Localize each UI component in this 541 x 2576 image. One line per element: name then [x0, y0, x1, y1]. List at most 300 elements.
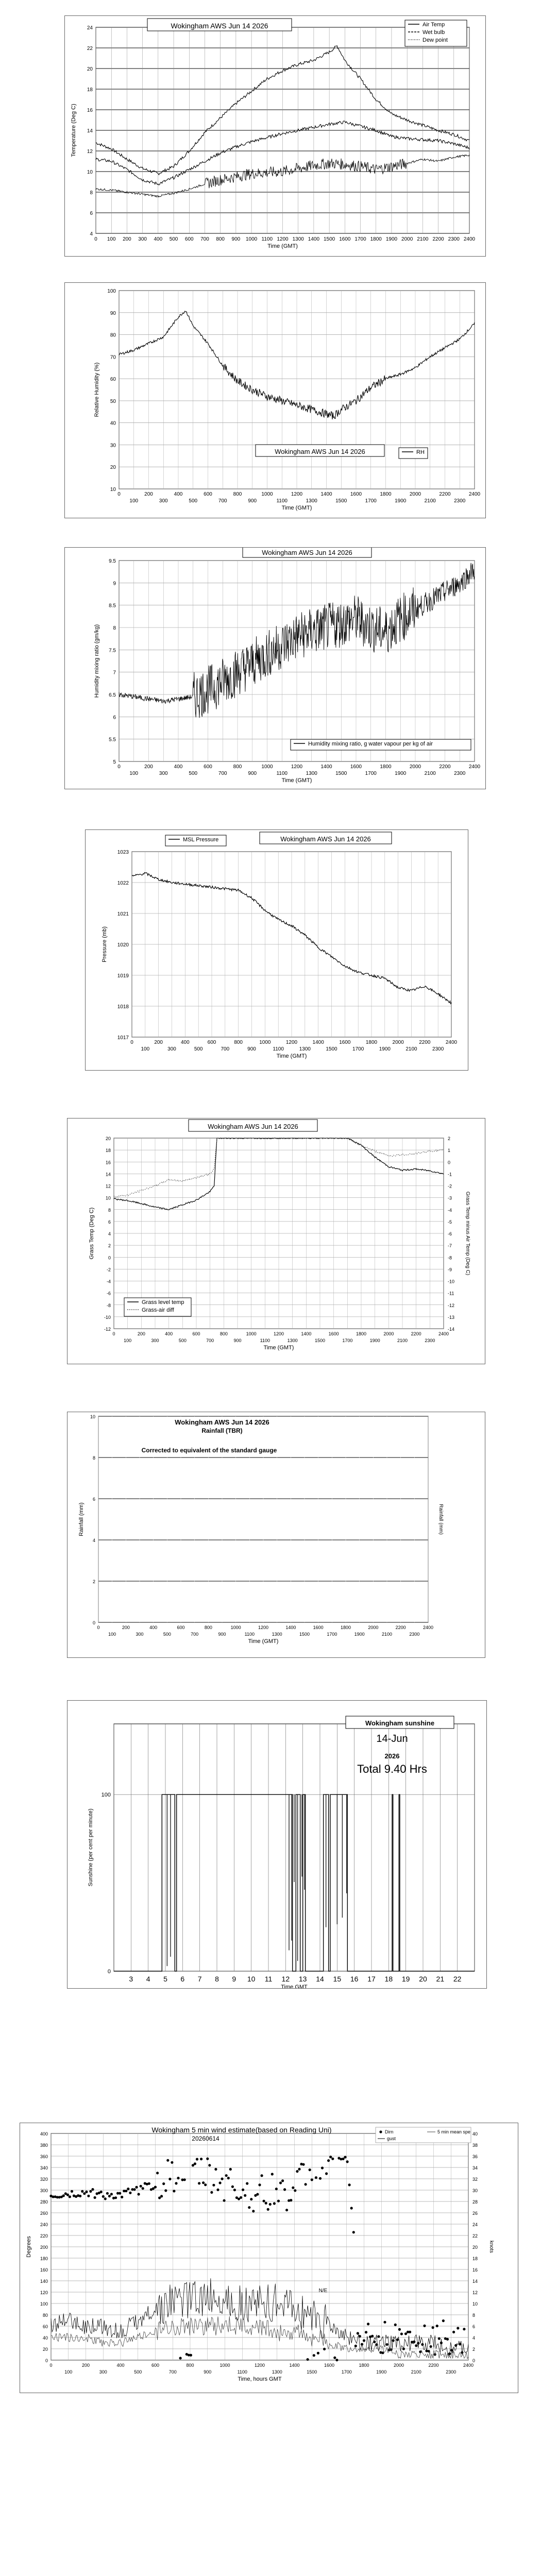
x-tick-label: 500	[189, 771, 198, 776]
dirn-point	[323, 2348, 326, 2350]
x-tick-label: 600	[177, 1625, 185, 1630]
x-tick-label: 600	[151, 2363, 160, 2368]
x-tick-label: 1400	[289, 2363, 300, 2368]
y2-tick-label: -6	[448, 1231, 452, 1236]
dirn-point	[325, 2172, 328, 2175]
chart-panel-temperature	[64, 15, 486, 257]
x-tick-label: 1800	[340, 1625, 351, 1630]
dirn-point	[208, 2164, 211, 2166]
x-tick-label: 1100	[276, 771, 288, 776]
dirn-point	[127, 2188, 129, 2190]
dirn-point	[348, 2183, 351, 2186]
y2-tick-label: 2	[448, 1136, 451, 1141]
dirn-point	[242, 2189, 244, 2191]
y-tick-label: -6	[106, 1291, 111, 1296]
x-tick-label: 900	[248, 771, 257, 776]
x-tick-label: 1100	[237, 2369, 247, 2375]
dirn-point	[346, 2160, 349, 2163]
x-tick-label: 2400	[463, 236, 476, 242]
dirn-point	[160, 2195, 163, 2197]
x-tick-label: 500	[134, 2369, 142, 2375]
x-tick-label: 10	[247, 1975, 256, 1983]
y-tick-label: 20	[87, 66, 93, 72]
x-tick-label: 1900	[395, 498, 407, 504]
y2-tick-label: 30	[472, 2188, 478, 2193]
x-tick-label: 100	[141, 1046, 150, 1052]
y-tick-label: 5	[113, 759, 116, 765]
dirn-point	[404, 2332, 407, 2335]
x-tick-label: 2300	[448, 236, 460, 242]
dirn-point	[452, 2331, 455, 2333]
x-tick-label: 1500	[307, 2369, 317, 2375]
x-tick-label: 2100	[381, 1632, 393, 1637]
dirn-point	[104, 2197, 107, 2200]
legend-label: Dew point	[422, 37, 448, 43]
y2-axis-label: knots	[488, 2241, 494, 2253]
chart-sunshine-svg	[67, 1701, 486, 1988]
x-axis-label: Time GMT	[281, 1984, 308, 1988]
dirn-point	[183, 2178, 186, 2181]
dirn-point	[66, 2194, 69, 2196]
dirn-point	[329, 2156, 332, 2158]
x-tick-label: 5	[163, 1975, 167, 1983]
y-tick-label: 380	[40, 2143, 48, 2148]
y-tick-label: 1020	[117, 942, 129, 948]
x-tick-label: 1700	[354, 236, 366, 242]
y2-tick-label: 22	[472, 2233, 478, 2239]
x-tick-label: 1200	[258, 1625, 269, 1630]
dirn-point	[305, 2183, 307, 2185]
y2-tick-label: 20	[472, 2245, 478, 2250]
chart-year-label: 2026	[384, 1752, 400, 1760]
dirn-point	[140, 2185, 142, 2188]
legend-label: RH	[416, 449, 425, 455]
x-tick-label: 1000	[261, 492, 273, 497]
dirn-point	[204, 2183, 207, 2186]
y-tick-label: 80	[42, 2313, 48, 2318]
dirn-point	[200, 2158, 202, 2160]
y2-tick-label: 0	[472, 2358, 476, 2363]
x-tick-label: 500	[169, 236, 178, 242]
x-tick-label: 19	[401, 1975, 410, 1983]
x-tick-label: 700	[168, 2369, 177, 2375]
dirn-point	[319, 2177, 322, 2180]
dirn-point	[394, 2324, 397, 2326]
x-tick-label: 500	[178, 1338, 187, 1343]
dirn-point	[283, 2188, 286, 2191]
y-tick-label: 100	[40, 2301, 48, 2307]
x-tick-label: 1300	[292, 236, 304, 242]
y-tick-label: 40	[42, 2335, 48, 2341]
y-tick-label: 1022	[117, 880, 129, 886]
dirn-point	[400, 2333, 403, 2335]
dirn-point	[223, 2199, 226, 2202]
chart-title: Wokingham 5 min wind estimate(based on Reading Uni)	[151, 2126, 332, 2134]
dirn-point	[240, 2196, 242, 2199]
x-tick-label: 2000	[409, 492, 421, 497]
y-tick-label: 160	[40, 2267, 48, 2273]
x-tick-label: 500	[194, 1046, 203, 1052]
x-tick-label: 16	[350, 1975, 359, 1983]
x-tick-label: 900	[204, 2369, 212, 2375]
y-axis-label: Rainfall (mm)	[78, 1502, 84, 1536]
y2-tick-label: 14	[472, 2279, 478, 2284]
chart-temperature-svg	[65, 16, 485, 256]
x-tick-label: 500	[189, 498, 198, 504]
x-tick-label: 6	[180, 1975, 185, 1983]
x-tick-label: 2200	[395, 1625, 406, 1630]
chart-title: Wokingham AWS Jun 14 2026	[175, 1418, 269, 1426]
y2-tick-label: -11	[448, 1291, 454, 1296]
dirn-point	[125, 2190, 127, 2192]
y2-axis-label: Rainfall (mm)	[438, 1504, 444, 1535]
y-tick-label: 4	[108, 1231, 111, 1236]
dirn-point	[206, 2158, 209, 2160]
x-tick-label: 1800	[380, 492, 392, 497]
y2-axis-label: Grass Temp minus Air Temp (Deg C)	[465, 1191, 470, 1276]
x-tick-label: 1100	[276, 498, 288, 504]
x-tick-label: 1800	[370, 236, 382, 242]
x-tick-label: 1200	[285, 1040, 298, 1045]
x-tick-label: 2000	[383, 1331, 394, 1336]
dirn-point	[216, 2189, 219, 2191]
y2-tick-label: 40	[472, 2131, 478, 2137]
dirn-point	[83, 2192, 86, 2195]
y-tick-label: 8	[92, 1455, 95, 1461]
dirn-point	[309, 2168, 311, 2171]
x-tick-label: 1600	[350, 492, 362, 497]
dirn-point	[354, 2345, 357, 2347]
y-tick-label: 9.5	[109, 558, 116, 564]
y-tick-label: 5.5	[109, 737, 116, 743]
y2-tick-label: 32	[472, 2177, 478, 2182]
x-tick-label: 700	[218, 498, 227, 504]
dirn-point	[110, 2193, 113, 2195]
x-tick-label: 2200	[432, 236, 444, 242]
dirn-point	[114, 2196, 117, 2199]
x-tick-label: 300	[159, 771, 168, 776]
y-tick-label: 0	[108, 1255, 111, 1261]
y2-tick-label: 4	[472, 2335, 476, 2341]
y2-tick-label: -7	[448, 1243, 452, 1249]
y-tick-label: 120	[40, 2290, 48, 2295]
dirn-point	[148, 2182, 150, 2185]
x-tick-label: 1200	[254, 2363, 265, 2368]
dirn-point	[156, 2172, 159, 2174]
x-tick-label: 2300	[425, 1338, 435, 1343]
x-axis-label: Time (GMT)	[276, 1053, 307, 1059]
chart-subtitle: 20260614	[192, 2135, 219, 2142]
dirn-point	[91, 2188, 94, 2191]
dirn-point	[294, 2189, 296, 2192]
x-tick-label: 100	[124, 1338, 132, 1343]
y-tick-label: 9	[113, 581, 116, 587]
x-tick-label: 2200	[419, 1040, 431, 1045]
x-tick-label: 2300	[454, 771, 466, 776]
y-tick-label: 8	[108, 1207, 111, 1213]
y-tick-label: 260	[40, 2211, 48, 2216]
chart-annotation: N/E	[318, 2288, 328, 2294]
y-tick-label: 6	[113, 715, 116, 721]
y2-tick-label: -5	[448, 1219, 452, 1225]
x-tick-label: 1600	[339, 1040, 351, 1045]
dirn-point	[273, 2202, 276, 2205]
x-tick-label: 1300	[272, 1632, 282, 1637]
y2-tick-label: 1	[448, 1148, 451, 1154]
y-tick-label: 14	[105, 1172, 111, 1177]
y-tick-label: -12	[104, 1327, 111, 1332]
y-tick-label: 400	[40, 2131, 48, 2137]
dirn-point	[265, 2202, 267, 2205]
x-tick-label: 1800	[380, 764, 392, 770]
x-tick-label: 600	[207, 1040, 216, 1045]
legend-label: Dirn	[385, 2129, 394, 2134]
x-tick-label: 12	[281, 1975, 290, 1983]
x-tick-label: 1900	[354, 1632, 365, 1637]
x-tick-label: 1600	[324, 2363, 335, 2368]
dirn-point	[263, 2200, 265, 2202]
y-tick-label: 0	[92, 1620, 95, 1625]
x-tick-label: 300	[151, 1338, 159, 1343]
x-tick-label: 300	[138, 236, 147, 242]
x-tick-label: 1600	[339, 236, 351, 242]
x-tick-label: 4	[146, 1975, 150, 1983]
x-tick-label: 100	[107, 236, 116, 242]
x-tick-label: 800	[233, 492, 242, 497]
dirn-point	[162, 2182, 165, 2185]
dirn-point	[363, 2339, 365, 2342]
y-tick-label: 70	[110, 354, 116, 361]
y-tick-label: 12	[105, 1183, 111, 1189]
y-tick-label: -10	[104, 1314, 111, 1320]
dirn-point	[225, 2174, 228, 2177]
y-tick-label: 14	[87, 128, 93, 134]
y-tick-label: 8	[90, 190, 93, 196]
dirn-point	[79, 2195, 81, 2197]
y-tick-label: 2	[92, 1579, 95, 1584]
x-tick-label: 200	[123, 236, 131, 242]
x-tick-label: 1300	[272, 2369, 282, 2375]
y-tick-label: 20	[105, 1136, 111, 1141]
y2-tick-label: 34	[472, 2165, 478, 2171]
chart-mixing-ratio-svg	[65, 548, 485, 789]
dirn-point	[352, 2231, 355, 2233]
chart-panel-humidity	[64, 282, 486, 518]
dirn-point	[285, 2209, 288, 2211]
y-tick-label: 1017	[117, 1035, 129, 1041]
x-tick-label: 600	[184, 236, 194, 242]
x-tick-label: 1200	[291, 492, 303, 497]
x-tick-label: 1100	[260, 1338, 270, 1343]
x-tick-label: 1500	[314, 1338, 326, 1343]
y-tick-label: 340	[40, 2165, 48, 2171]
x-tick-label: 1400	[308, 236, 320, 242]
y2-tick-label: -3	[448, 1195, 452, 1201]
dirn-point	[62, 2194, 65, 2197]
y-axis-label: Degrees	[26, 2236, 32, 2258]
y-tick-label: 10	[105, 1195, 111, 1201]
chart-title: Wokingham AWS Jun 14 2026	[275, 448, 365, 455]
x-tick-label: 1100	[261, 236, 273, 242]
x-tick-label: 400	[149, 1625, 158, 1630]
x-tick-label: 2100	[411, 2369, 421, 2375]
y-axis-label: Humidity mixing ratio (gm/kg)	[94, 624, 100, 698]
y-axis-label: Sunshine (per cent per minute)	[88, 1808, 94, 1887]
x-tick-label: 400	[165, 1331, 173, 1336]
dirn-point	[81, 2190, 83, 2193]
dirn-point	[269, 2203, 272, 2206]
x-tick-label: 500	[163, 1632, 171, 1637]
y2-tick-label: 2	[472, 2347, 476, 2352]
dirn-point	[108, 2195, 111, 2197]
y-tick-label: 0	[107, 1969, 111, 1975]
dirn-point	[281, 2179, 284, 2182]
y-tick-label: 16	[87, 108, 93, 113]
y-tick-label: 18	[87, 87, 93, 93]
x-tick-label: 800	[233, 764, 242, 770]
chart-title: Wokingham AWS Jun 14 2026	[171, 22, 268, 30]
x-tick-label: 0	[49, 2363, 53, 2368]
dirn-point	[436, 2325, 438, 2327]
y-tick-label: 40	[110, 420, 116, 427]
y-tick-label: 90	[110, 310, 116, 316]
dirn-point	[327, 2159, 330, 2162]
y-tick-label: 1021	[117, 911, 129, 917]
dirn-point	[457, 2327, 459, 2329]
y-tick-label: 200	[40, 2245, 48, 2250]
dirn-point	[258, 2183, 261, 2186]
chart-wind-svg	[20, 2123, 518, 2393]
x-tick-label: 1500	[299, 1632, 310, 1637]
y2-tick-label: 16	[472, 2267, 478, 2273]
x-tick-label: 2100	[424, 771, 436, 776]
dirn-point	[71, 2190, 73, 2193]
x-tick-label: 1000	[230, 1625, 241, 1630]
x-tick-label: 1000	[219, 2363, 230, 2368]
chart-pressure-svg	[86, 830, 468, 1070]
dirn-point	[292, 2187, 294, 2189]
dirn-point	[85, 2191, 88, 2193]
chart-panel-mixing-ratio	[64, 547, 486, 789]
chart-rainfall-svg	[67, 1412, 485, 1657]
dirn-point	[210, 2191, 213, 2194]
dirn-point	[173, 2190, 175, 2192]
y2-tick-label: 24	[472, 2222, 478, 2227]
y-tick-label: -2	[106, 1267, 111, 1273]
y-tick-label: 100	[101, 1792, 111, 1799]
dirn-point	[271, 2173, 274, 2175]
chart-title: Wokingham AWS Jun 14 2026	[262, 549, 352, 556]
y-tick-label: 30	[110, 443, 116, 449]
dirn-point	[267, 2208, 269, 2211]
dirn-point	[307, 2358, 309, 2361]
y-tick-label: -4	[106, 1279, 111, 1284]
chart-panel-rainfall	[67, 1412, 485, 1658]
y2-tick-label: 18	[472, 2256, 478, 2261]
x-tick-label: 700	[221, 1046, 230, 1052]
x-tick-label: 2400	[422, 1625, 434, 1630]
y-tick-label: 6	[90, 211, 93, 216]
dirn-point	[463, 2328, 465, 2330]
dirn-point	[190, 2354, 192, 2357]
dirn-point	[219, 2181, 222, 2184]
x-tick-label: 900	[231, 236, 241, 242]
x-tick-label: 22	[453, 1975, 462, 1983]
x-tick-label: 1400	[285, 1625, 296, 1630]
dirn-point	[333, 2357, 336, 2359]
x-tick-label: 1400	[320, 764, 332, 770]
y-tick-label: 240	[40, 2222, 48, 2227]
dirn-point	[212, 2184, 215, 2187]
y-tick-label: 6	[108, 1219, 111, 1225]
x-tick-label: 1400	[320, 492, 332, 497]
y-tick-label: 10	[90, 1414, 95, 1419]
x-tick-label: 2200	[439, 492, 451, 497]
x-axis-label: Time (GMT)	[281, 505, 312, 511]
x-tick-label: 21	[436, 1975, 445, 1983]
y2-tick-label: -8	[448, 1255, 452, 1261]
dirn-point	[331, 2158, 334, 2160]
y-axis-label: Relative Humidity (%)	[94, 362, 100, 417]
dirn-point	[179, 2357, 182, 2360]
chart-total-label: Total 9.40 Hrs	[357, 1762, 427, 1775]
x-tick-label: 1600	[350, 764, 362, 770]
x-tick-label: 900	[247, 1046, 256, 1052]
dirn-point	[221, 2178, 224, 2180]
x-tick-label: 800	[216, 236, 225, 242]
dirn-point	[315, 2176, 317, 2179]
y-axis-label: Pressure (mb)	[102, 926, 108, 962]
dirn-point	[377, 2335, 380, 2338]
dirn-point	[142, 2187, 144, 2190]
dirn-point	[317, 2352, 319, 2354]
dirn-point	[432, 2326, 434, 2329]
y2-tick-label: -9	[448, 1267, 452, 1273]
x-tick-label: 18	[384, 1975, 393, 1983]
x-tick-label: 1900	[385, 236, 398, 242]
y-tick-label: 6	[92, 1497, 95, 1502]
x-tick-label: 15	[333, 1975, 342, 1983]
dirn-point	[261, 2174, 263, 2177]
dirn-point	[231, 2185, 234, 2188]
x-tick-label: 1700	[365, 771, 377, 776]
x-tick-label: 1900	[379, 1046, 391, 1052]
x-tick-label: 200	[144, 764, 153, 770]
x-tick-label: 1900	[369, 1338, 380, 1343]
x-tick-label: 1100	[273, 1046, 284, 1052]
x-tick-label: 100	[129, 498, 139, 504]
chart-annotation: Corrected to equivalent of the standard gauge	[141, 1447, 277, 1454]
dirn-point	[275, 2188, 278, 2190]
dirn-point	[392, 2339, 395, 2342]
x-tick-label: 1800	[356, 1331, 367, 1336]
y-tick-label: 8	[113, 625, 116, 631]
x-tick-label: 300	[99, 2369, 107, 2375]
dirn-point	[196, 2158, 198, 2160]
dirn-point	[421, 2343, 424, 2346]
y2-tick-label: -4	[448, 1207, 452, 1213]
x-axis-label: Time (GMT)	[281, 777, 312, 784]
y-tick-label: 2	[108, 1243, 111, 1249]
dirn-point	[313, 2354, 315, 2357]
y-tick-label: 10	[110, 487, 116, 493]
y-tick-label: 22	[87, 46, 93, 52]
x-tick-label: 700	[206, 1338, 214, 1343]
chart-date-label: 14-Jun	[376, 1733, 408, 1744]
x-axis-label: Time, hours GMT	[238, 2376, 282, 2382]
x-tick-label: 2300	[432, 1046, 444, 1052]
dirn-point	[250, 2198, 252, 2200]
